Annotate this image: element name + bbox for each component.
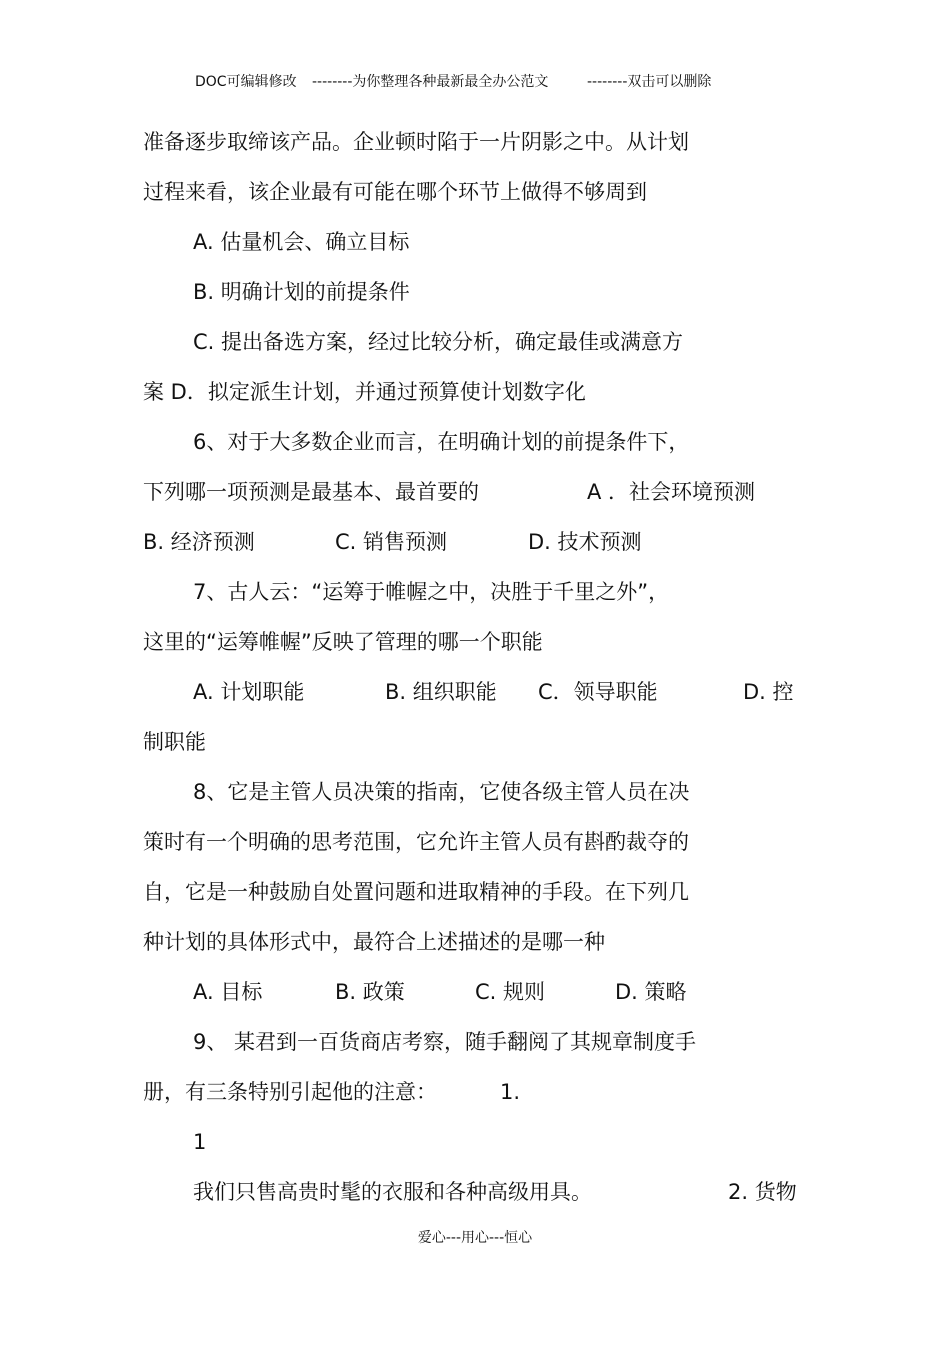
header-middle: --------为你整理各种最新最全办公范文	[312, 74, 549, 90]
option-text: B. 明确计划的前提条件	[193, 280, 410, 304]
header-left: DOC可编辑修改	[195, 74, 297, 90]
option-text: A. 计划职能	[193, 680, 305, 704]
question-text: 这里的“运筹帷幄”反映了管理的哪一个职能	[143, 630, 543, 654]
question-text: 7、古人云：“运筹于帷幄之中，决胜于千里之外”，	[193, 580, 670, 604]
option-text: C. 规则	[475, 980, 546, 1004]
text-segment: 2. 货物	[728, 1180, 797, 1204]
question-text: 9、 某君到一百货商店考察，随手翻阅了其规章制度手	[193, 1030, 697, 1054]
question-text: 策时有一个明确的思考范围，它允许主管人员有斟酌裁夺的	[143, 830, 689, 854]
option-text: D. 技术预测	[528, 530, 642, 554]
option-text: A. 估量机会、确立目标	[193, 230, 410, 254]
question-text: 种计划的具体形式中，最符合上述描述的是哪一种	[143, 930, 605, 954]
option-text: C．领导职能	[538, 680, 658, 704]
question-text: 下列哪一项预测是最基本、最首要的	[143, 480, 479, 504]
option-text: D. 控	[743, 680, 794, 704]
text-segment: 1	[193, 1130, 207, 1154]
text-segment: 过程来看，该企业最有可能在哪个环节上做得不够周到	[143, 180, 647, 204]
option-text: D. 策略	[615, 980, 687, 1004]
page-footer: 爱心---用心---恒心	[417, 1230, 533, 1246]
option-text: B. 经济预测	[143, 530, 255, 554]
option-text: B. 组织职能	[385, 680, 497, 704]
question-text: 自，它是一种鼓励自处置问题和进取精神的手段。在下列几	[143, 880, 689, 904]
header-right: --------双击可以删除	[587, 74, 712, 90]
option-text: C. 提出备选方案，经过比较分析，确定最佳或满意方	[193, 330, 684, 354]
option-text: A ．社会环境预测	[587, 480, 756, 504]
list-number: 1.	[500, 1080, 521, 1104]
option-text: 制职能	[143, 730, 206, 754]
question-text: 6、对于大多数企业而言，在明确计划的前提条件下，	[193, 430, 690, 454]
text-segment: 我们只售高贵时髦的衣服和各种高级用具。	[193, 1180, 592, 1204]
option-text: 案 D．拟定派生计划，并通过预算使计划数字化	[143, 380, 586, 404]
question-text: 8、它是主管人员决策的指南，它使各级主管人员在决	[193, 780, 690, 804]
text-segment: 准备逐步取缔该产品。企业顿时陷于一片阴影之中。从计划	[143, 130, 689, 154]
option-text: C. 销售预测	[335, 530, 448, 554]
option-text: A. 目标	[193, 980, 263, 1004]
option-text: B. 政策	[335, 980, 405, 1004]
question-text: 册，有三条特别引起他的注意：	[143, 1080, 437, 1104]
